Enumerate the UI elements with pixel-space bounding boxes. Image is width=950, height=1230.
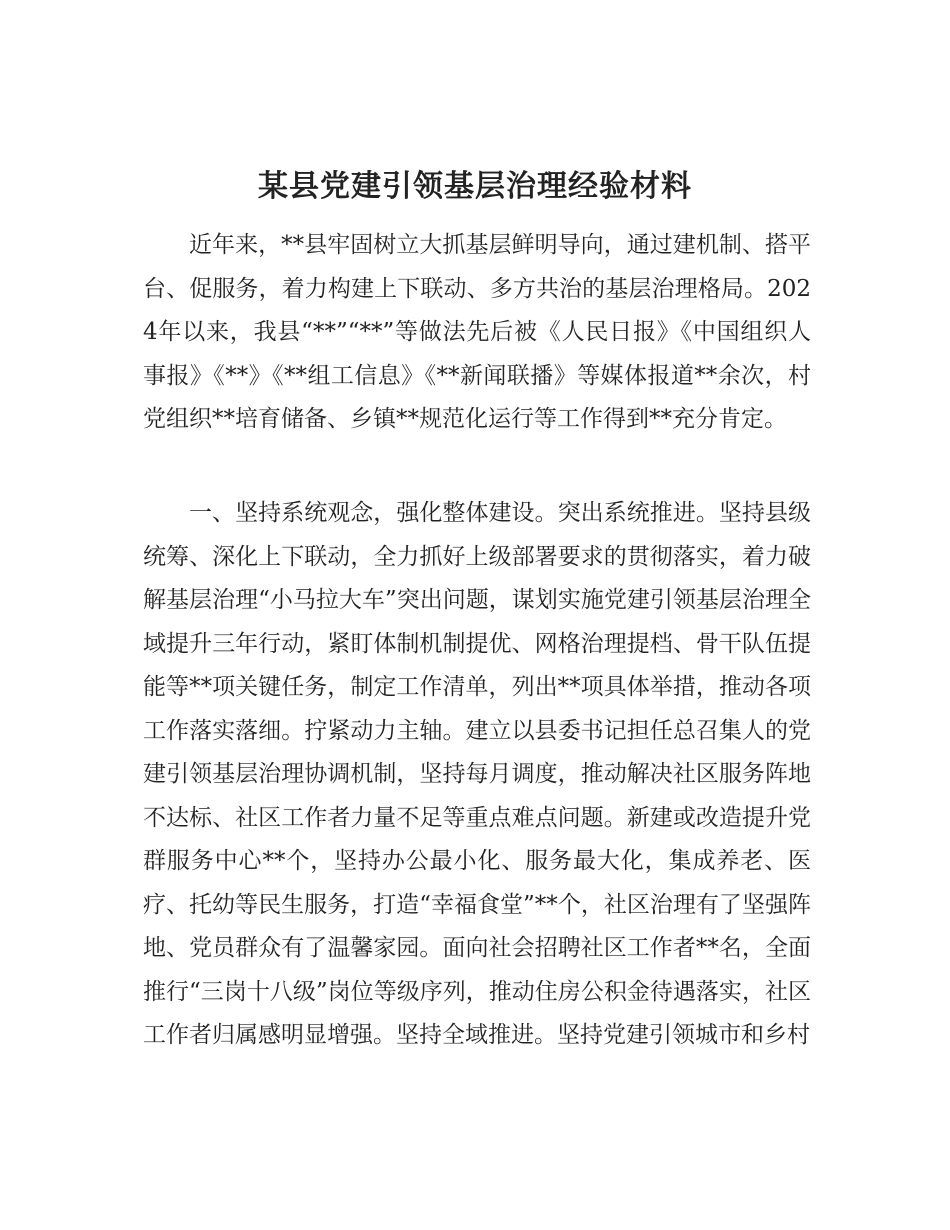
section-one-paragraph: 一、坚持系统观念，强化整体建设。突出系统推进。坚持县级统筹、深化上下联动，全力抓好上级部署要求的贯彻落实，着力破解基层治理“小马拉大车”突出问题，谋划实施党建引领基层治理全域提升三年行动，紧盯体制机制提优、网格治理提档、骨干队伍提能等**项关键任务，制定工作清单，列出**项具体举措，推动各项工作落实落细。拧紧动力主轴。建立以县委书记担任总召集人的党建引领基层治理协调机制，坚持每月调度，推动解决社区服务阵地不达标、社区工作者力量不足等重点难点问题。新建或改造提升党群服务中心**个，坚持办公最小化、服务最大化，集成养老、医疗、托幼等民生服务，打造“幸福食堂”**个，社区治理有了坚强阵地、党员群众有了温馨家园。面向社会招聘社区工作者**名，全面推行“三岗十八级”岗位等级序列，推动住房公积金待遇落实，社区工作者归属感明显增强。坚持全域推进。坚持党建引领城市和乡村 xyxy=(143,500,811,1048)
document-title: 某县党建引领基层治理经验材料 xyxy=(258,169,692,204)
intro-paragraph: 近年来，**县牢固树立大抓基层鲜明导向，通过建机制、搭平台、促服务，着力构建上下联动、多方共治的基层治理格局。2024年以来，我县“**”“**”等做法先后被《人民日报》《中国组织人事报》《**》《**组工信息》《**新闻联播》等媒体报道**余次，村党组织**培育储备、乡镇**规范化运行等工作得到**充分肯定。 xyxy=(143,232,811,432)
